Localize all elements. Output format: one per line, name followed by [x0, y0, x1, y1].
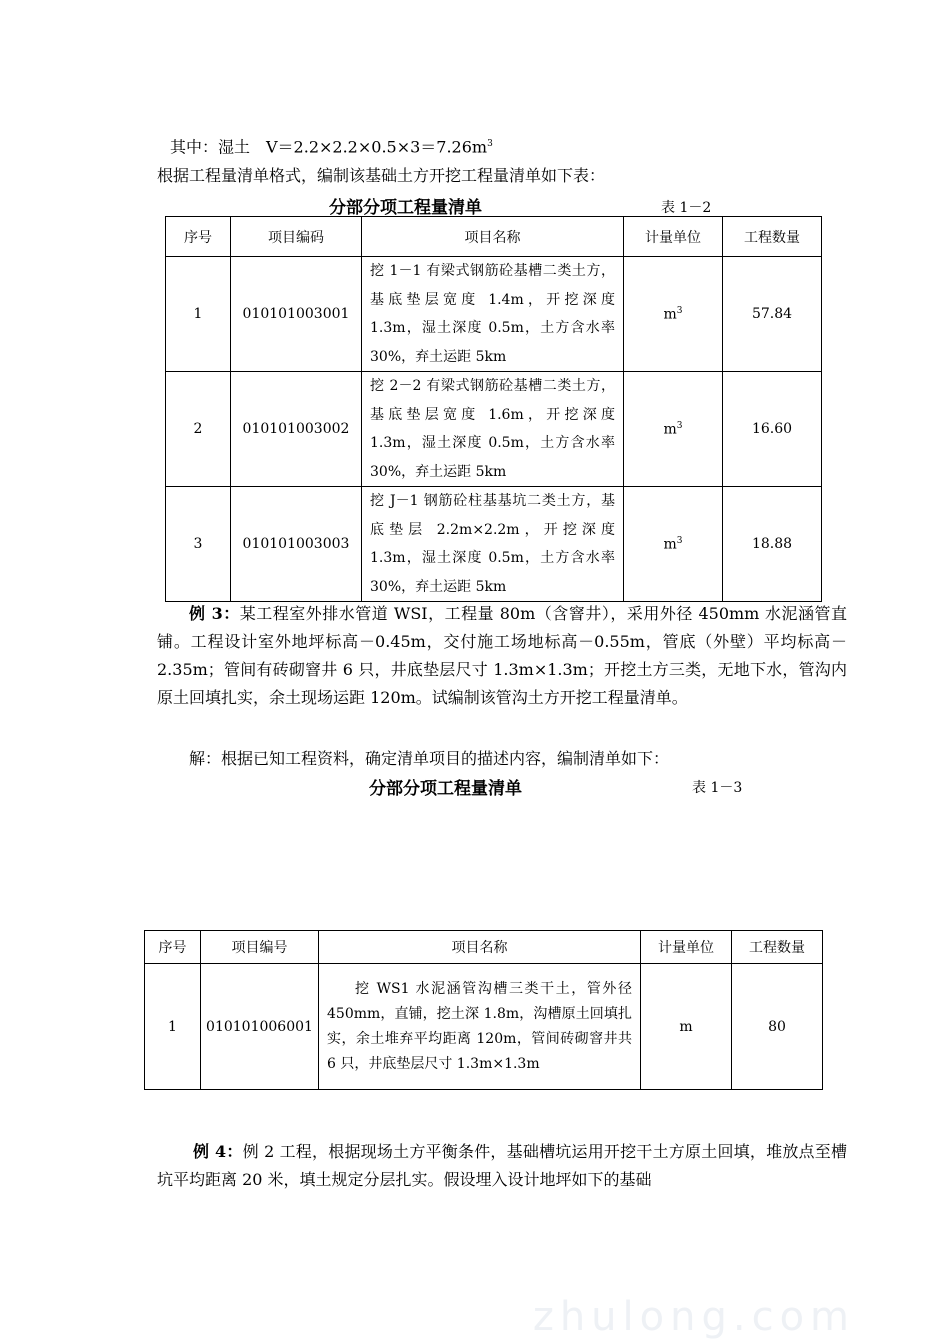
cell-seq: 1: [145, 964, 201, 1090]
cell-code: 010101003001: [231, 257, 362, 372]
header-name: 项目名称: [319, 931, 641, 964]
header-seq: 序号: [166, 217, 231, 257]
header-seq: 序号: [145, 931, 201, 964]
cell-qty: 57.84: [723, 257, 822, 372]
cell-seq: 1: [166, 257, 231, 372]
unit-text: m: [663, 421, 677, 438]
example-4-text: 例 2 工程，根据现场土方平衡条件，基础槽坑运用开挖干土方原土回填，堆放点至槽坑平均距离 20 米，填土规定分层扎实。假设埋入设计地坪如下的基础: [157, 1142, 847, 1189]
cell-qty: 18.88: [723, 487, 822, 602]
cell-code: 010101003003: [231, 487, 362, 602]
header-qty: 工程数量: [732, 931, 823, 964]
header-code: 项目编码: [231, 217, 362, 257]
table-header-row: [166, 217, 822, 257]
example-3-label: 例 3：: [189, 604, 240, 623]
header-unit: 计量单位: [641, 931, 732, 964]
cell-unit: [624, 372, 723, 487]
unit-sup: 3: [676, 535, 683, 546]
header-code: 项目编号: [201, 931, 319, 964]
table1-title: 分部分项工程量清单: [329, 198, 482, 218]
cell-unit: m: [641, 964, 732, 1090]
cell-name: 挖 WS1 水泥涵管沟槽三类干土，管外径 450mm，直铺，挖土深 1.8m，沟槽原土回填扎实，余土堆弃平均距离 120m，管间砖砌窨井共 6 只，井底垫层尺寸 1.3m×1.3m: [319, 964, 641, 1090]
wet-soil-formula: [170, 134, 493, 157]
quantity-table-1: [165, 216, 822, 602]
table-row: [166, 372, 822, 487]
cell-code: 010101006001: [201, 964, 319, 1090]
unit-text: m: [663, 536, 677, 553]
table2-number: 表 1－3: [692, 780, 743, 796]
example-3-paragraph: [157, 600, 847, 712]
cell-qty: 80: [732, 964, 823, 1090]
unit-sup: 3: [676, 420, 683, 431]
cell-unit: [624, 257, 723, 372]
table1-number: 表 1－2: [661, 200, 712, 216]
table-row: [166, 487, 822, 602]
table-row: [166, 257, 822, 372]
cell-seq: 2: [166, 372, 231, 487]
example-3-text: 某工程室外排水管道 WSI，工程量 80m（含窨井），采用外径 450mm 水泥涵管直铺。工程设计室外地坪标高－0.45m，交付施工场地标高－0.55m，管底（外壁）平均标高－2.35m；管间有砖砌窨井 6 只，井底垫层尺寸 1.3m×1.3m；开挖土方三类，无地下水，管沟内原土回填扎实，余土现场运距 120m。试编制该管沟土方开挖工程量清单。: [157, 604, 847, 707]
table2-title: 分部分项工程量清单: [369, 779, 522, 799]
unit-text: m: [663, 306, 677, 323]
quantity-table-2: [144, 930, 823, 1090]
cell-name: 挖 2－2 有梁式钢筋砼基槽二类土方，基底垫层宽度 1.6m，开挖深度 1.3m，湿土深度 0.5m，土方含水率 30%，弃土运距 5km: [362, 372, 624, 487]
intro-sentence: 根据工程量清单格式，编制该基础土方开挖工程量清单如下表：: [157, 166, 606, 185]
cell-name: 挖 1－1 有梁式钢筋砼基槽二类土方，基底垫层宽度 1.4m，开挖深度 1.3m，湿土深度 0.5m，土方含水率 30%，弃土运距 5km: [362, 257, 624, 372]
example-4-label: 例 4：: [193, 1142, 243, 1161]
unit-sup: 3: [676, 305, 683, 316]
cell-name: 挖 J－1 钢筋砼柱基基坑二类土方，基底垫层 2.2m×2.2m，开挖深度 1.3m，湿土深度 0.5m，土方含水率 30%，弃土运距 5km: [362, 487, 624, 602]
cell-unit: [624, 487, 723, 602]
example-4-paragraph: [157, 1138, 847, 1194]
formula-text: 其中：湿土 V＝2.2×2.2×0.5×3＝7.26m: [170, 137, 488, 157]
header-qty: 工程数量: [723, 217, 822, 257]
formula-sup: 3: [487, 139, 493, 149]
cell-code: 010101003002: [231, 372, 362, 487]
table-header-row: [145, 931, 823, 964]
cell-qty: 16.60: [723, 372, 822, 487]
cell-seq: 3: [166, 487, 231, 602]
table-row: [145, 964, 823, 1090]
solution-sentence: 解：根据已知工程资料，确定清单项目的描述内容，编制清单如下：: [189, 749, 670, 768]
header-name: 项目名称: [362, 217, 624, 257]
header-unit: 计量单位: [624, 217, 723, 257]
watermark: zhulong.com: [532, 1294, 855, 1340]
